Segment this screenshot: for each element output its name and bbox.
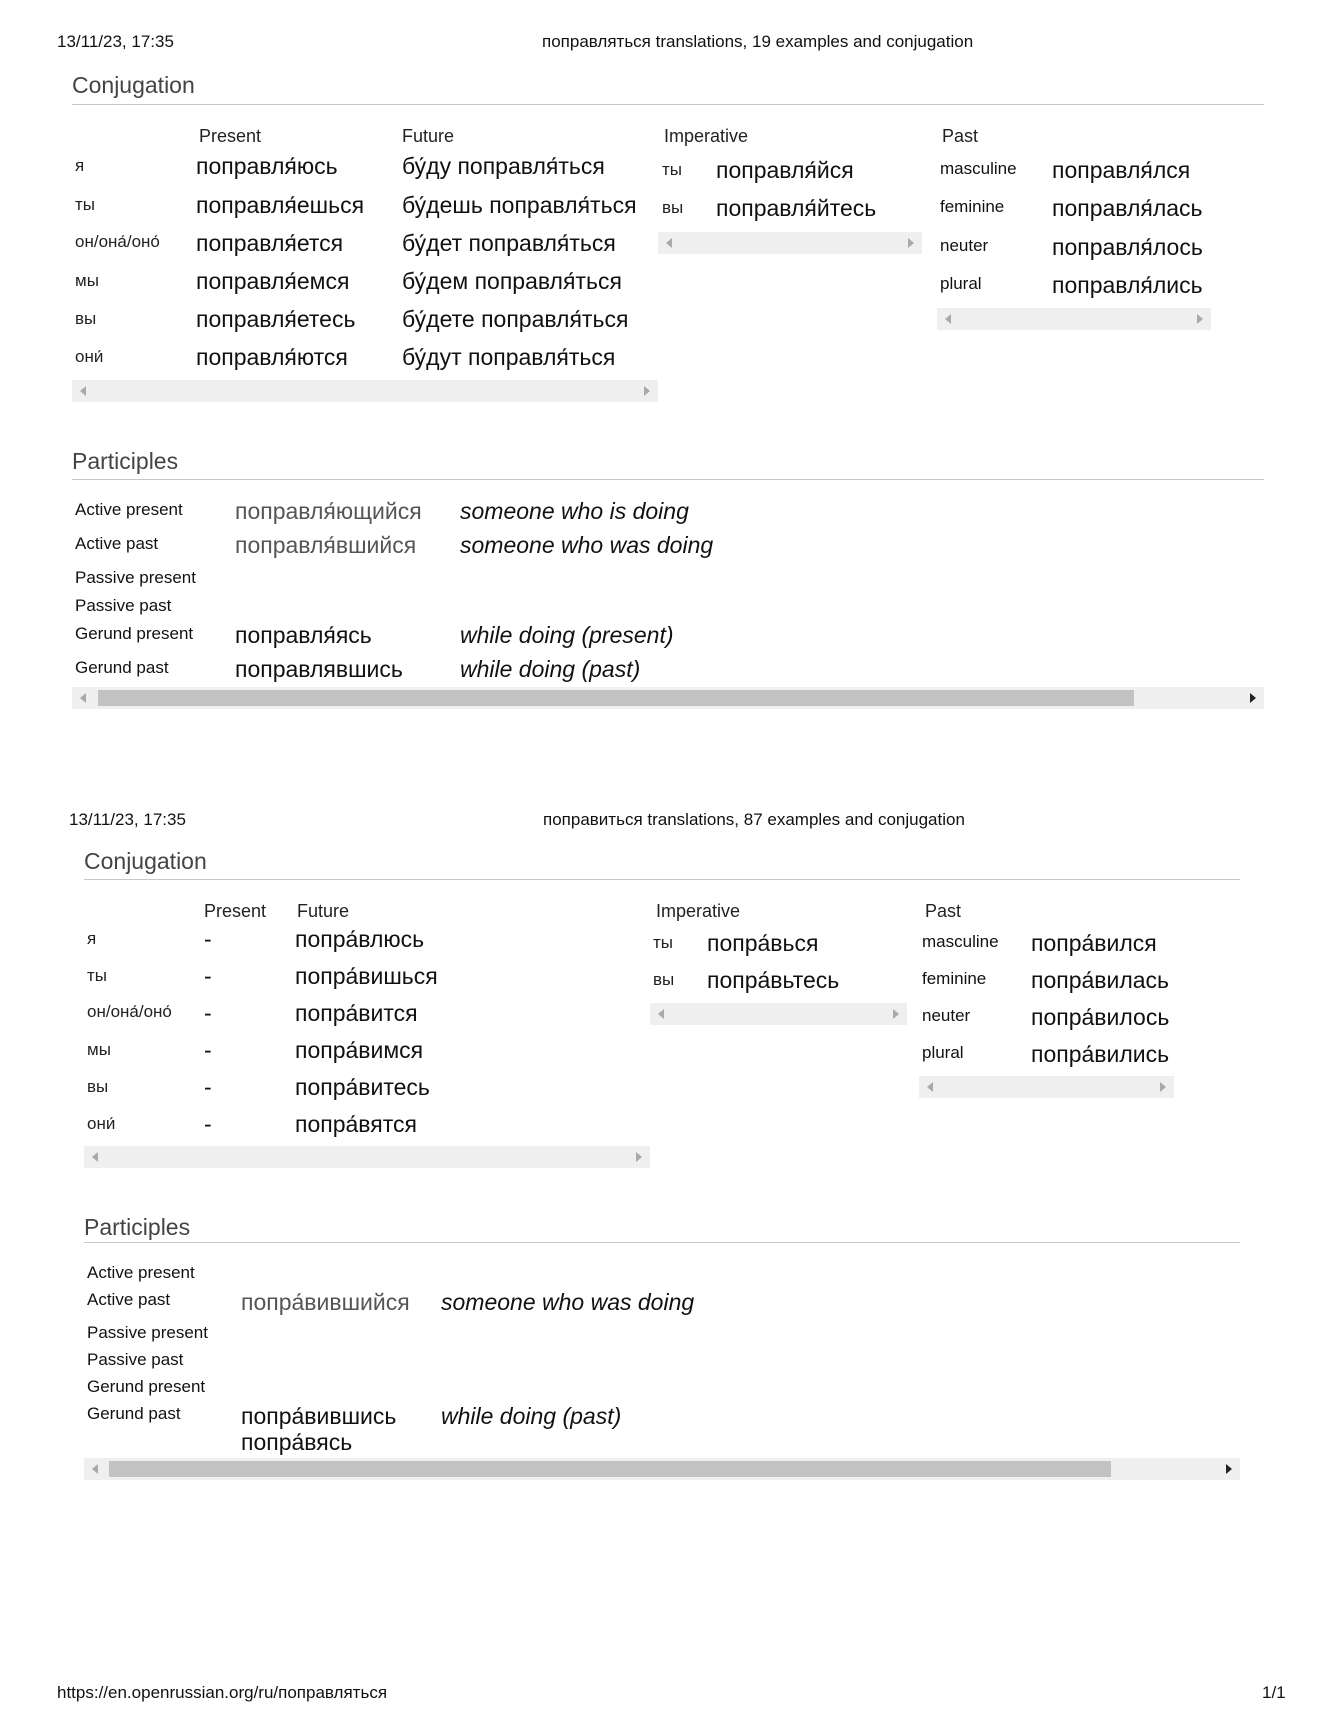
pronoun-cell: он/она́/оно́: [87, 1002, 172, 1021]
participle-label: Passive past: [87, 1350, 184, 1369]
future-form: бу́дет поправля́ться: [402, 230, 616, 256]
print-title: поправляться translations, 19 examples and conjugation: [542, 32, 974, 51]
participle-label: Active present: [87, 1263, 195, 1282]
future-form: бу́дем поправля́ться: [402, 268, 622, 294]
participle-form: поправля́вшийся: [235, 532, 417, 558]
scroll-left-arrow[interactable]: [666, 238, 672, 248]
pronoun-cell: ты: [662, 160, 683, 179]
present-form: поправля́ются: [196, 344, 348, 370]
present-form: -: [204, 963, 212, 989]
past-form: попра́вился: [1031, 930, 1157, 956]
pronoun-cell: я: [75, 156, 85, 175]
imperative-scrollbar[interactable]: [650, 1003, 907, 1025]
future-form: бу́дут поправля́ться: [402, 344, 616, 370]
future-form: попра́вимся: [295, 1037, 424, 1063]
participle-gloss: while doing (past): [441, 1403, 622, 1429]
present-form: поправля́емся: [196, 268, 350, 294]
future-form: бу́ду поправля́ться: [402, 153, 605, 179]
col-header-imperative: Imperative: [656, 901, 741, 921]
future-form: бу́дете поправля́ться: [402, 306, 629, 332]
section-divider: [72, 479, 1264, 480]
participle-label: Active past: [87, 1290, 171, 1309]
present-form: -: [204, 926, 212, 952]
scroll-right-arrow[interactable]: [636, 1152, 642, 1162]
scroll-right-arrow[interactable]: [1160, 1082, 1166, 1092]
participle-label: Gerund past: [87, 1404, 181, 1423]
participle-gloss: someone who was doing: [460, 532, 714, 558]
participle-label: Passive past: [75, 596, 172, 615]
past-form: поправля́лись: [1052, 272, 1203, 298]
section-title-conjugation: Conjugation: [72, 72, 195, 98]
present-form: поправля́етесь: [196, 306, 356, 332]
section-title-participles: Participles: [72, 448, 179, 474]
scroll-right-arrow[interactable]: [1226, 1464, 1232, 1474]
pronoun-cell: ты: [87, 966, 108, 985]
pronoun-cell: вы: [653, 970, 675, 989]
indicative-scrollbar[interactable]: [72, 380, 658, 402]
imperative-scrollbar[interactable]: [658, 232, 922, 254]
participle-gloss: someone who was doing: [441, 1289, 695, 1315]
past-label: masculine: [922, 932, 999, 951]
scroll-left-arrow[interactable]: [80, 693, 86, 703]
future-form: попра́вится: [295, 1000, 418, 1026]
pronoun-cell: мы: [75, 271, 99, 290]
past-form: поправля́лся: [1052, 157, 1191, 183]
participles-scrollbar[interactable]: [84, 1458, 1240, 1480]
participle-form: поправлявшись: [235, 656, 403, 682]
scroll-left-arrow[interactable]: [80, 386, 86, 396]
scroll-right-arrow[interactable]: [908, 238, 914, 248]
past-label: plural: [922, 1043, 964, 1062]
past-form: попра́вились: [1031, 1041, 1170, 1067]
present-form: -: [204, 1111, 212, 1137]
pronoun-cell: вы: [662, 198, 684, 217]
scroll-right-arrow[interactable]: [893, 1009, 899, 1019]
pronoun-cell: он/она́/оно́: [75, 232, 160, 251]
scroll-left-arrow[interactable]: [92, 1152, 98, 1162]
past-label: masculine: [940, 159, 1017, 178]
future-form: попра́витесь: [295, 1074, 430, 1100]
pronoun-cell: мы: [87, 1040, 111, 1059]
participle-form: попра́вившийся: [241, 1289, 410, 1315]
scroll-left-arrow[interactable]: [945, 314, 951, 324]
section-divider: [72, 104, 1264, 105]
participle-label: Gerund present: [87, 1377, 206, 1396]
participles-scrollbar[interactable]: [72, 687, 1264, 709]
past-label: feminine: [940, 197, 1005, 216]
participle-label: Active present: [75, 500, 183, 519]
participle-gloss: while doing (past): [460, 656, 641, 682]
pronoun-cell: ты: [653, 933, 674, 952]
participle-label: Gerund present: [75, 624, 194, 643]
present-form: -: [204, 1074, 212, 1100]
footer-url: https://en.openrussian.org/ru/поправляться: [57, 1683, 388, 1702]
pronoun-cell: я: [87, 929, 97, 948]
section-divider: [84, 879, 1240, 880]
past-form: поправля́лось: [1052, 234, 1203, 260]
col-header-present: Present: [199, 126, 262, 146]
participle-form: поправля́ясь: [235, 622, 372, 648]
col-header-future: Future: [297, 901, 350, 921]
past-label: neuter: [940, 236, 989, 255]
participle-form: попра́вившись: [241, 1403, 397, 1429]
participle-label: Active past: [75, 534, 159, 553]
col-header-present: Present: [204, 901, 267, 921]
print-datetime: 13/11/23, 17:35: [69, 810, 186, 829]
present-form: -: [204, 1000, 212, 1026]
scrollbar-thumb[interactable]: [98, 690, 1134, 706]
future-form: попра́вишься: [295, 963, 438, 989]
past-scrollbar[interactable]: [919, 1076, 1174, 1098]
past-form: попра́вилось: [1031, 1004, 1170, 1030]
present-form: поправля́ешься: [196, 192, 365, 218]
present-form: поправля́юсь: [196, 153, 338, 179]
footer-page-number: 1/1: [1262, 1683, 1286, 1702]
indicative-scrollbar[interactable]: [84, 1146, 650, 1168]
past-label: plural: [940, 274, 982, 293]
pronoun-cell: они́: [75, 347, 104, 366]
col-header-past: Past: [925, 901, 962, 921]
pronoun-cell: они́: [87, 1114, 116, 1133]
past-scrollbar[interactable]: [937, 308, 1211, 330]
past-form: поправля́лась: [1052, 195, 1203, 221]
future-form: попра́вятся: [295, 1111, 417, 1137]
section-title-conjugation: Conjugation: [84, 848, 207, 874]
future-form: бу́дешь поправля́ться: [402, 192, 637, 218]
scroll-right-arrow[interactable]: [1250, 693, 1256, 703]
imperative-form: попра́вься: [707, 930, 819, 956]
col-header-past: Past: [942, 126, 979, 146]
col-header-imperative: Imperative: [664, 126, 749, 146]
pronoun-cell: вы: [87, 1077, 109, 1096]
past-label: neuter: [922, 1006, 971, 1025]
participle-form-alt: попра́вясь: [241, 1429, 353, 1455]
present-form: поправля́ется: [196, 230, 344, 256]
participle-label: Passive present: [75, 568, 196, 587]
section-divider: [84, 1242, 1240, 1243]
participle-form: поправля́ющийся: [235, 498, 422, 524]
future-form: попра́влюсь: [295, 926, 425, 952]
participle-gloss: while doing (present): [460, 622, 674, 648]
scroll-right-arrow[interactable]: [1197, 314, 1203, 324]
scrollbar-thumb[interactable]: [109, 1461, 1111, 1477]
imperative-form: поправля́йтесь: [716, 195, 877, 221]
section-title-participles: Participles: [84, 1214, 191, 1240]
pronoun-cell: вы: [75, 309, 97, 328]
present-form: -: [204, 1037, 212, 1063]
scroll-right-arrow[interactable]: [644, 386, 650, 396]
scroll-left-arrow[interactable]: [658, 1009, 664, 1019]
participle-label: Gerund past: [75, 658, 169, 677]
past-form: попра́вилась: [1031, 967, 1170, 993]
scroll-left-arrow[interactable]: [92, 1464, 98, 1474]
participle-gloss: someone who is doing: [460, 498, 689, 524]
past-label: feminine: [922, 969, 987, 988]
imperative-form: попра́вьтесь: [707, 967, 840, 993]
col-header-future: Future: [402, 126, 455, 146]
scroll-left-arrow[interactable]: [927, 1082, 933, 1092]
participle-label: Passive present: [87, 1323, 208, 1342]
pronoun-cell: ты: [75, 195, 96, 214]
print-datetime: 13/11/23, 17:35: [57, 32, 174, 51]
print-title: поправиться translations, 87 examples and conjugation: [543, 810, 965, 829]
imperative-form: поправля́йся: [716, 157, 854, 183]
